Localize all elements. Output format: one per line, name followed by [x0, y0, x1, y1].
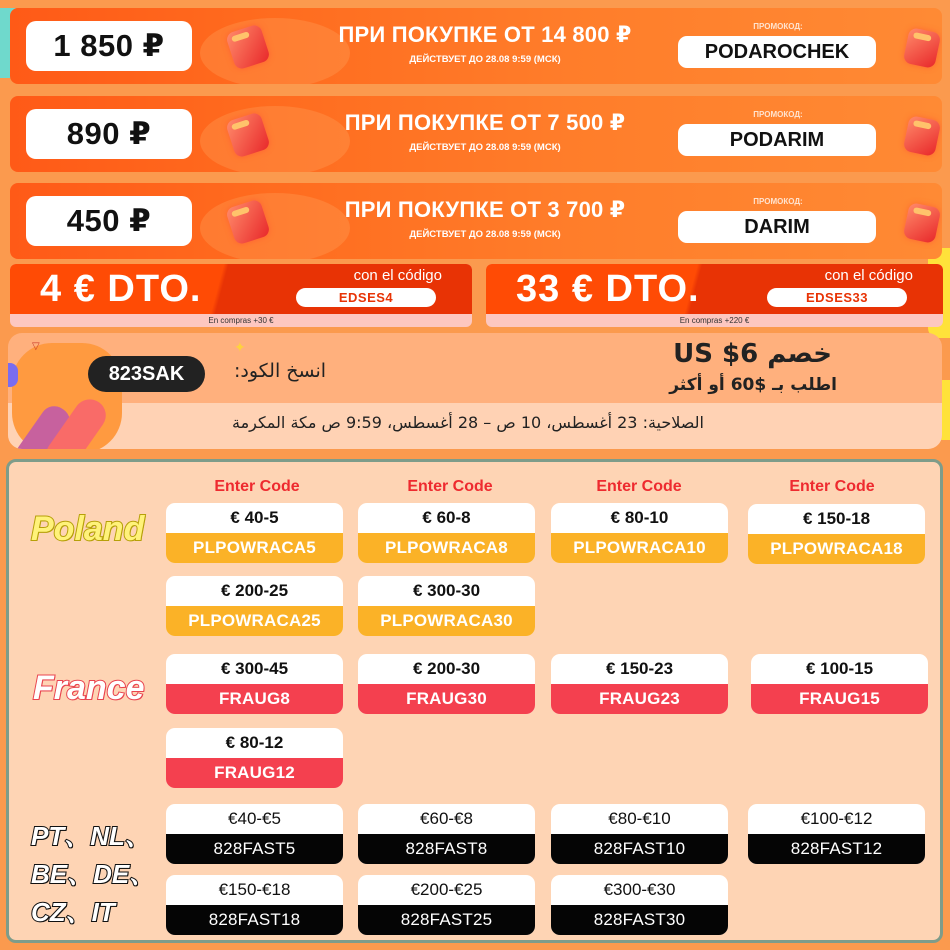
coupon-card[interactable] [166, 503, 343, 563]
minimum-order: اطلب بـ $60 أو أكثر [669, 375, 837, 395]
coupon-range: € 80-10 [610, 508, 669, 527]
coupon-card[interactable] [166, 654, 343, 714]
ru-coupon-banner-2[interactable] [10, 96, 942, 172]
coupon-card[interactable] [551, 503, 728, 563]
promo-code[interactable]: PODARIM [678, 124, 876, 156]
promo-code[interactable]: EDSES33 [767, 288, 907, 307]
promo-code[interactable]: PODAROCHEK [678, 36, 876, 68]
promo-code[interactable]: 823SAK [88, 356, 205, 392]
country-label-multi [31, 817, 155, 931]
coupon-code[interactable]: 828FAST8 [358, 834, 535, 864]
coupon-code[interactable]: PLPOWRACA30 [358, 606, 535, 636]
coupon-range: €300-€30 [603, 880, 676, 899]
coupon-card[interactable] [551, 875, 728, 935]
copy-code-label: انسخ الكود: [234, 360, 327, 382]
coupon-code[interactable]: PLPOWRACA18 [748, 534, 925, 564]
coupon-range: € 150-23 [605, 659, 674, 678]
minimum-purchase: En compras +30 € [208, 316, 274, 325]
code-label: con el código [353, 267, 442, 284]
purchase-condition: ПРИ ПОКУПКЕ ОТ 14 800 ₽ [338, 22, 632, 47]
coupon-code[interactable]: PLPOWRACA8 [358, 533, 535, 563]
country-label-line: PT、NL、 [31, 821, 151, 851]
coupon-card[interactable] [358, 654, 535, 714]
decor-shape [8, 363, 18, 387]
coupon-code[interactable]: FRAUG23 [551, 684, 728, 714]
coupon-range: € 100-15 [805, 659, 874, 678]
ru-coupon-banner-1[interactable] [10, 8, 942, 84]
validity-text: ДЕЙСТВУЕТ ДО 28.08 9:59 (МСК) [409, 54, 561, 65]
enter-code-header: Enter Code [407, 478, 493, 495]
discount-amount: 4 € DTO. [40, 268, 202, 310]
purchase-condition: ПРИ ПОКУПКЕ ОТ 7 500 ₽ [344, 110, 626, 135]
coupon-code[interactable]: PLPOWRACA5 [166, 533, 343, 563]
country-label-line: BE、DE、 [31, 859, 156, 889]
enter-code-header: Enter Code [214, 478, 300, 495]
gift-box-icon [903, 27, 942, 69]
es-banner-top [486, 264, 943, 314]
coupon-card[interactable] [166, 576, 343, 636]
coupon-range: € 300-45 [220, 659, 289, 678]
codes-panel [6, 459, 943, 943]
coupon-code[interactable]: 828FAST10 [551, 834, 728, 864]
discount-amount: 890 ₽ [26, 109, 192, 159]
coupon-range: €100-€12 [800, 809, 873, 828]
coupon-code[interactable]: FRAUG30 [358, 684, 535, 714]
coupon-code[interactable]: 828FAST12 [748, 834, 925, 864]
coupon-range: €80-€10 [608, 809, 671, 828]
ru-coupon-banner-3[interactable] [10, 183, 942, 259]
coupon-card[interactable] [748, 804, 925, 864]
country-label-line: CZ、IT [31, 897, 115, 927]
coupon-range: € 40-5 [230, 508, 279, 527]
coupon-range: €40-€5 [228, 809, 281, 828]
purchase-condition: ПРИ ПОКУПКЕ ОТ 3 700 ₽ [344, 197, 626, 222]
promo-code[interactable]: DARIM [678, 211, 876, 243]
coupon-range: € 80-12 [225, 733, 284, 752]
promo-code[interactable]: EDSES4 [296, 288, 436, 307]
coupon-code[interactable]: FRAUG8 [166, 684, 343, 714]
enter-code-header: Enter Code [789, 478, 875, 495]
coupon-card[interactable] [551, 804, 728, 864]
es-coupon-banner-1[interactable] [10, 264, 472, 327]
coupon-code[interactable]: PLPOWRACA10 [551, 533, 728, 563]
validity-text: ДЕЙСТВУЕТ ДО 28.08 9:59 (МСК) [409, 229, 561, 240]
minimum-purchase: En compras +220 € [679, 316, 750, 325]
coupon-code[interactable]: 828FAST18 [166, 905, 343, 935]
code-label: con el código [824, 267, 913, 284]
discount-title: خصم US $6 [673, 339, 832, 369]
coupon-card[interactable] [358, 804, 535, 864]
promo-label: ПРОМОКОД: [753, 197, 803, 206]
coupon-range: € 200-25 [220, 581, 289, 600]
coupon-card[interactable] [748, 504, 925, 564]
ar-coupon-banner[interactable] [8, 333, 942, 449]
coupon-card[interactable] [166, 804, 343, 864]
validity-text: الصلاحية: 23 أغسطس، 10 ص – 28 أغسطس، 9:59 ص مكة المكرمة [231, 413, 704, 432]
coupon-card[interactable] [551, 654, 728, 714]
sparkle-icon: ✦ [234, 339, 246, 355]
coupon-card[interactable] [751, 654, 928, 714]
coupon-range: € 150-18 [802, 509, 871, 528]
coupon-range: € 200-30 [412, 659, 481, 678]
country-label-poland: Poland [31, 510, 145, 548]
validity-text: ДЕЙСТВУЕТ ДО 28.08 9:59 (МСК) [409, 142, 561, 153]
discount-amount: 1 850 ₽ [26, 21, 192, 71]
gift-box-icon [903, 115, 942, 157]
promo-label: ПРОМОКОД: [753, 22, 803, 31]
coupon-card[interactable] [358, 576, 535, 636]
country-label-france: France [33, 669, 145, 707]
coupon-card[interactable] [358, 875, 535, 935]
discount-amount: 450 ₽ [26, 196, 192, 246]
coupon-range: € 300-30 [412, 581, 481, 600]
coupon-range: €60-€8 [420, 809, 473, 828]
coupon-code[interactable]: FRAUG12 [166, 758, 343, 788]
discount-amount: 33 € DTO. [516, 268, 700, 310]
coupon-code[interactable]: 828FAST25 [358, 905, 535, 935]
coupon-range: €200-€25 [410, 880, 483, 899]
coupon-range: €150-€18 [218, 880, 291, 899]
coupon-code[interactable]: 828FAST30 [551, 905, 728, 935]
coupon-code[interactable]: FRAUG15 [751, 684, 928, 714]
coupon-code[interactable]: PLPOWRACA25 [166, 606, 343, 636]
coupon-card[interactable] [166, 875, 343, 935]
coupon-card[interactable] [166, 728, 343, 788]
promo-label: ПРОМОКОД: [753, 110, 803, 119]
triangle-icon: ▽ [32, 341, 40, 352]
coupon-range: € 60-8 [422, 508, 471, 527]
enter-code-header: Enter Code [596, 478, 682, 495]
coupon-card[interactable] [358, 503, 535, 563]
gift-box-icon [903, 202, 942, 244]
es-banner-top [10, 264, 472, 314]
coupon-code[interactable]: 828FAST5 [166, 834, 343, 864]
es-coupon-banner-2[interactable] [486, 264, 943, 327]
